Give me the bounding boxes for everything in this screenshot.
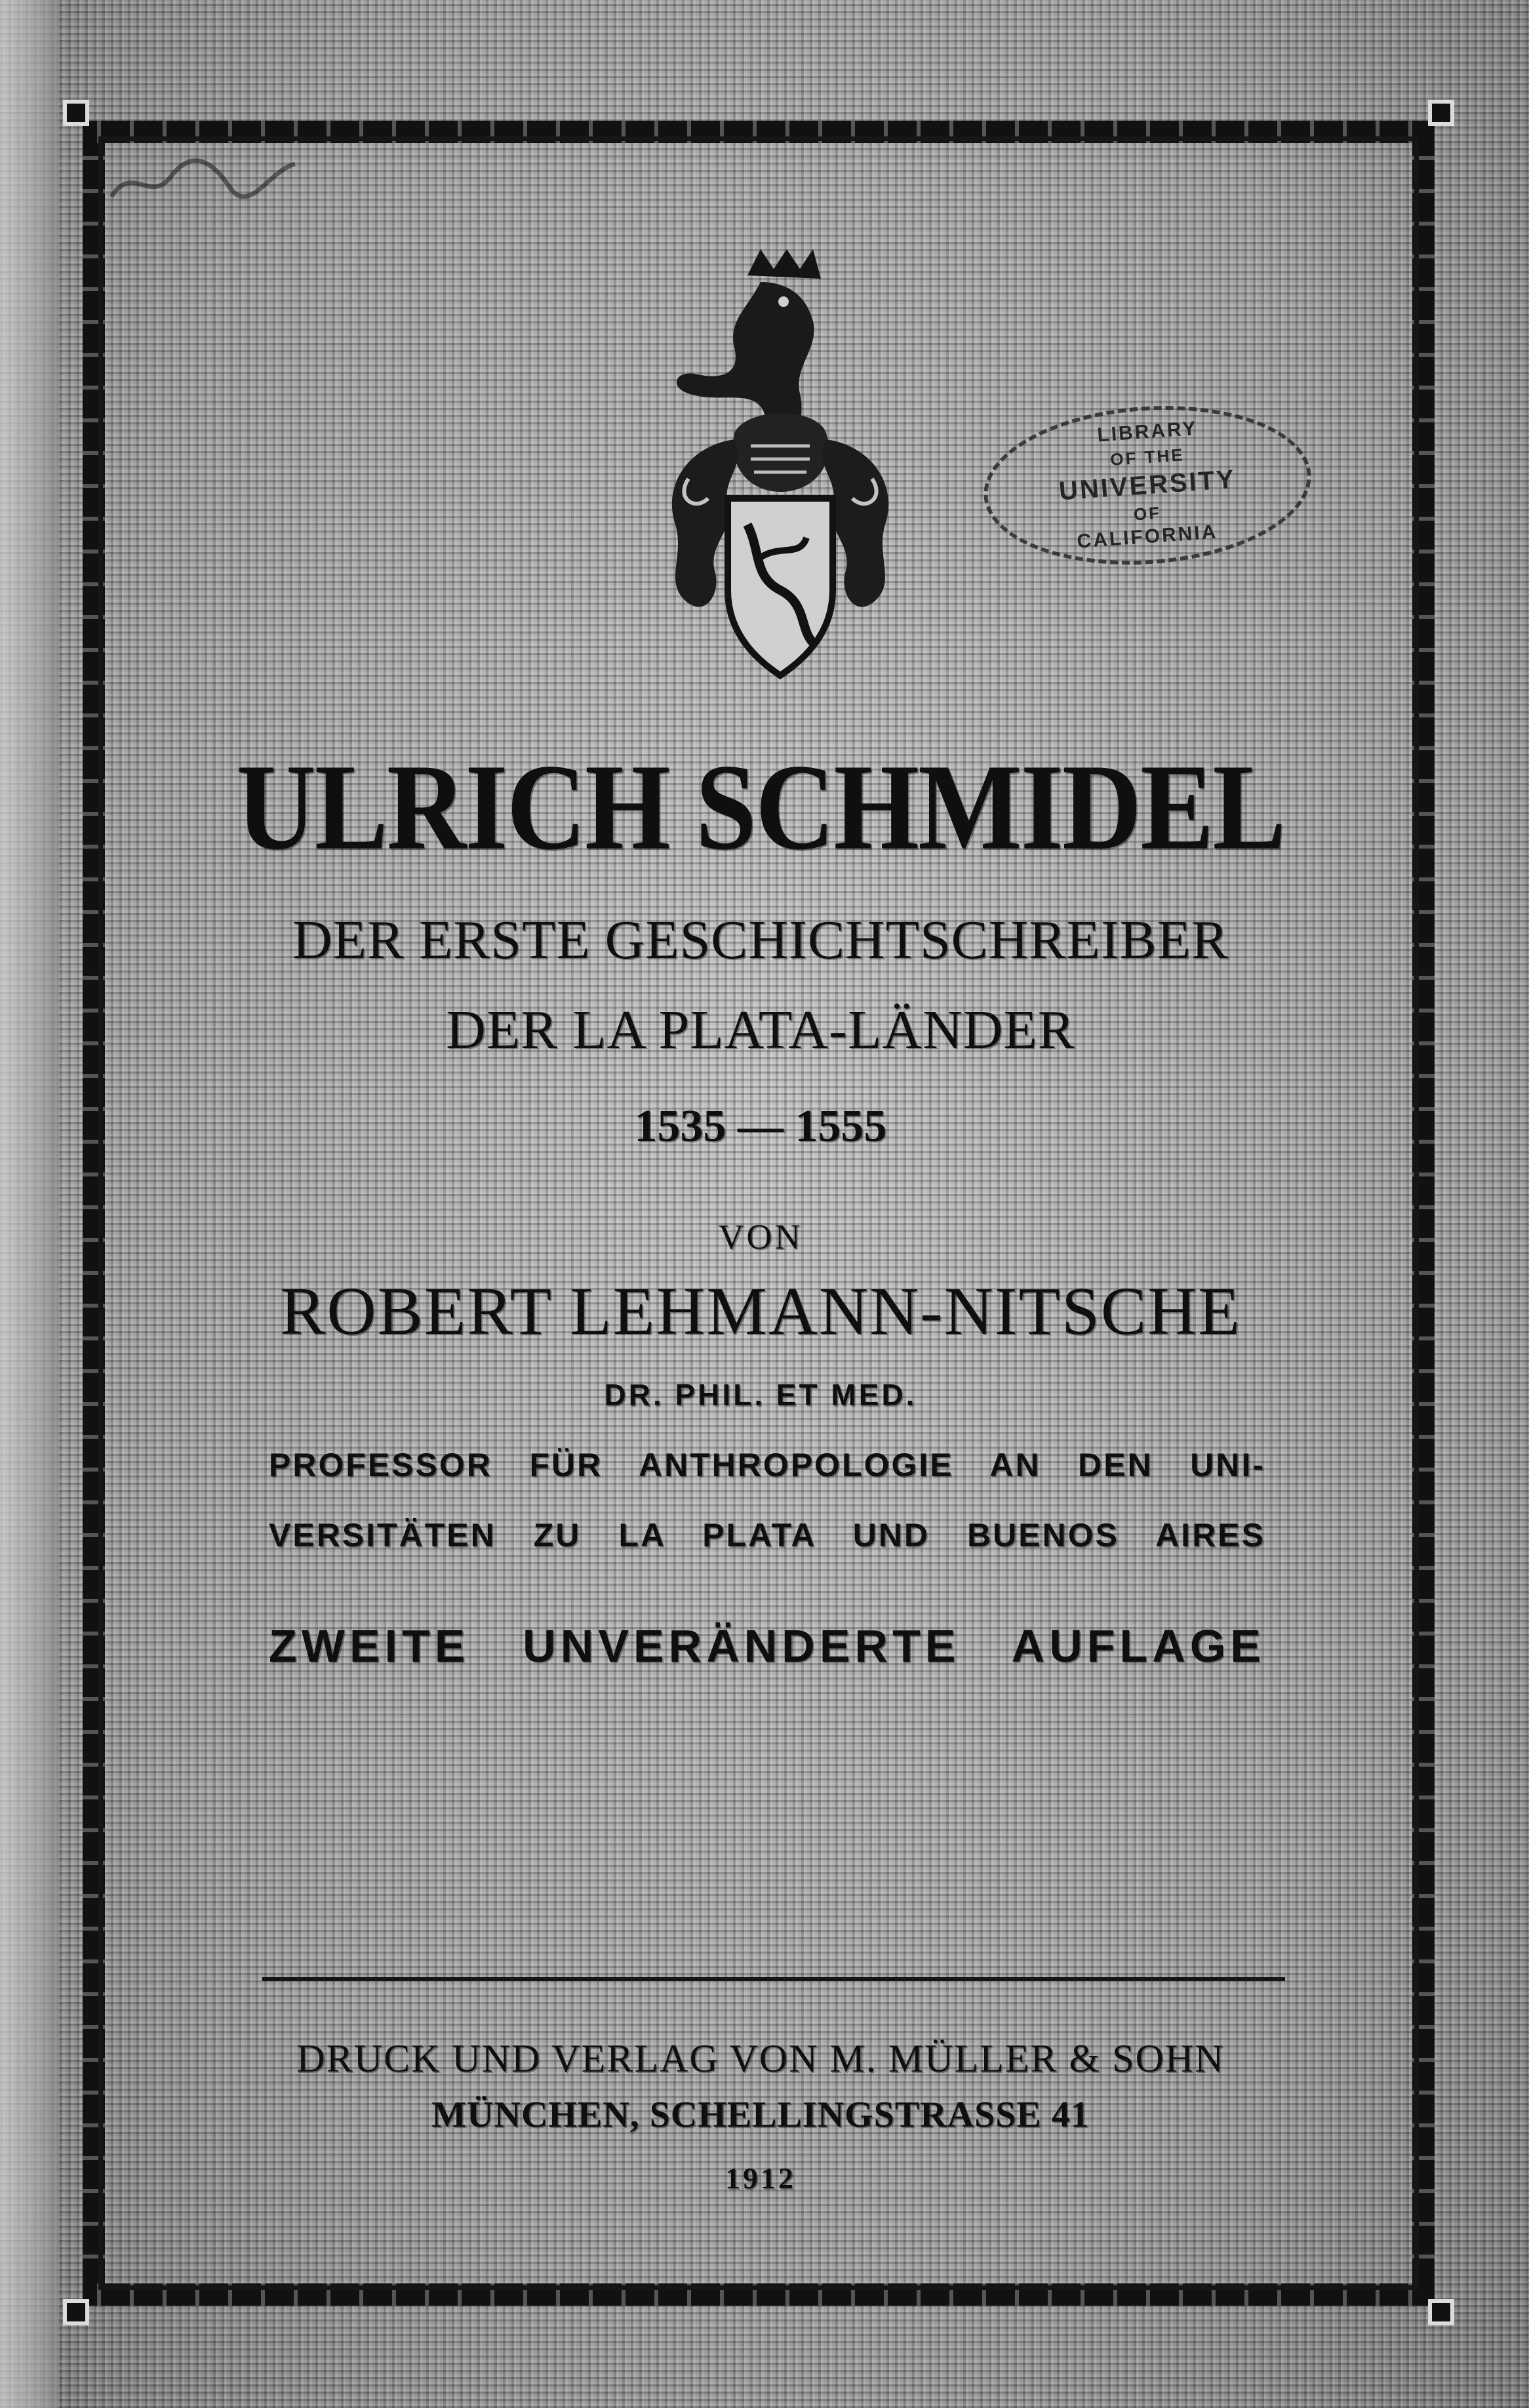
edition-note: ZWEITE UNVERÄNDERTE AUFLAGE [269, 1620, 1265, 1672]
subtitle-line-2: DER LA PLATA-LÄNDER [446, 999, 1075, 1060]
stamp-line-3: UNIVERSITY [1058, 464, 1237, 506]
stamp-line-2: OF THE [1109, 445, 1185, 470]
corner-ornament-bottom-left [63, 2299, 89, 2325]
coat-of-arms-icon [649, 249, 911, 682]
corner-ornament-bottom-right [1428, 2299, 1454, 2325]
publisher-line-2: MÜNCHEN, SCHELLINGSTRASSE 41 [431, 2095, 1090, 2135]
years-range: 1535 — 1555 [634, 1101, 887, 1152]
corner-ornament-top-right [1428, 100, 1454, 126]
book-title: ULRICH SCHMIDEL [236, 738, 1285, 876]
author-position-line-2: VERSITÄTEN ZU LA PLATA UND BUENOS AIRES [269, 1517, 1265, 1554]
corner-ornament-top-left [63, 100, 89, 126]
stamp-line-5: CALIFORNIA [1076, 521, 1219, 553]
stamp-line-1: LIBRARY [1096, 417, 1199, 447]
author-name: ROBERT LEHMANN-NITSCHE [280, 1274, 1241, 1349]
by-label: VON [718, 1217, 803, 1256]
divider-rule [262, 1977, 1285, 1981]
cover-spine-edge [0, 0, 59, 2408]
subtitle-line-1: DER ERSTE GESCHICHTSCHREIBER [292, 910, 1229, 971]
author-degree: DR. PHIL. ET MED. [604, 1378, 917, 1412]
publisher-line-1: DRUCK UND VERLAG VON M. MÜLLER & SOHN [296, 2037, 1225, 2080]
publication-year: 1912 [725, 2161, 796, 2195]
author-position-line-1: PROFESSOR FÜR ANTHROPOLOGIE AN DEN UNI- [269, 1447, 1265, 1483]
library-stamp [983, 407, 1324, 577]
stamp-line-4: OF [1132, 502, 1162, 525]
